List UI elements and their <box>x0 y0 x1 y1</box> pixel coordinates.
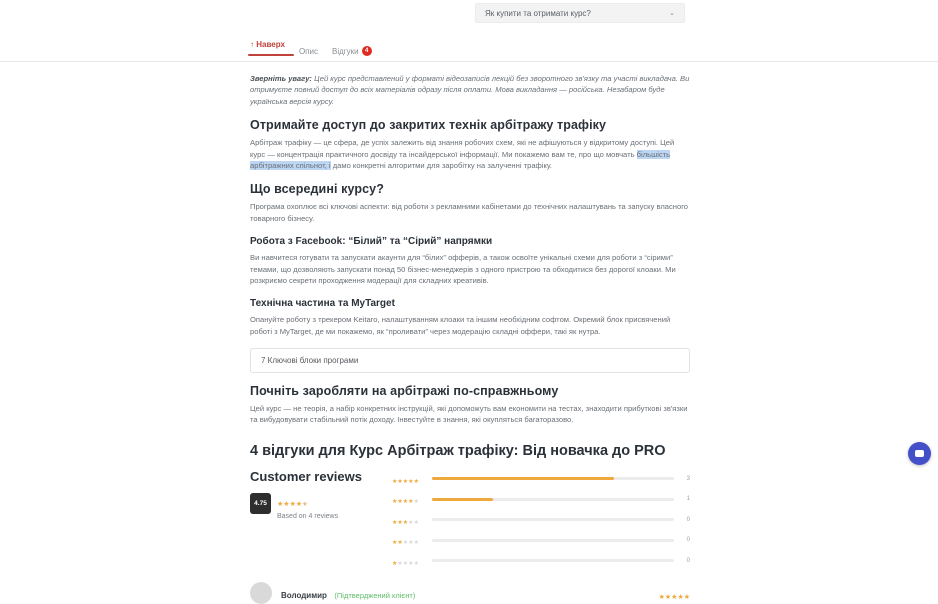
notice-lead: Зверніть увагу: <box>250 74 312 83</box>
tab-back-to-top-label: ↑ Наверх <box>250 40 285 49</box>
reviews-summary-left <box>250 469 378 569</box>
stars-2-icon: ★★★★★ <box>392 540 419 547</box>
tab-bar <box>250 40 372 62</box>
score-meta <box>277 493 338 520</box>
course-notice <box>250 73 690 107</box>
active-tab-underline <box>248 54 294 56</box>
stars-4-icon: ★★★★★ <box>392 499 419 506</box>
section-title-mytarget: Технічна частина та MyTarget <box>250 298 395 310</box>
tab-reviews-label: Відгуки <box>331 46 359 56</box>
reviews-summary <box>250 469 690 569</box>
score-row <box>250 493 378 520</box>
review-body <box>281 582 650 603</box>
stars-5-icon: ★★★★★ <box>392 478 419 485</box>
tab-description-label: Опис <box>298 46 318 56</box>
tabs-divider <box>0 61 938 62</box>
selected-text: більшість арбітражних спільнот, і <box>250 149 671 170</box>
tab-back-to-top[interactable] <box>250 40 285 62</box>
rating-count-4: 1 <box>686 496 690 503</box>
verified-customer-label: (Підтверджений клієнт) <box>334 590 416 600</box>
section-title-facebook: Робота з Facebook: “Білий” та “Сірий” напрямки <box>250 236 493 248</box>
review-item <box>250 582 690 604</box>
chevron-down-icon: ⌄ <box>669 10 675 17</box>
rating-count-3: 0 <box>686 516 690 523</box>
section-text-mytarget: Опануйте роботу з трекером Keitaro, налаштуванням клоаки та іншим необхідним софтом. Окремий блок присвячений роботі з MyTarget, де ми покажемо, як “проливати” через модерацію складні оффери, такі як нутра. <box>250 315 671 336</box>
program-blocks-accordion[interactable]: 7 Ключові блоки програми <box>250 348 690 373</box>
stars-3-icon: ★★★★★ <box>392 519 419 526</box>
dropdown-label: Як купити та отримати курс? <box>485 8 591 18</box>
rating-bar-1 <box>432 559 674 562</box>
how-to-buy-dropdown[interactable] <box>475 3 685 23</box>
review-stars: ★★★★★ <box>658 593 690 601</box>
rating-row-5 <box>392 471 690 487</box>
rating-row-4 <box>392 491 690 507</box>
rating-bar-5 <box>432 477 674 480</box>
chat-icon <box>915 450 924 457</box>
reviews-count-badge: 4 <box>362 46 372 56</box>
rating-bar-4 <box>432 498 674 501</box>
average-score-badge: 4.75 <box>250 493 271 514</box>
stars-1-icon: ★★★★★ <box>392 560 419 567</box>
rating-bar-2 <box>432 539 674 542</box>
reviewer-name: Володимир <box>281 590 327 600</box>
section-text-facebook: Ви навчитеся готувати та запускати акаунти для “білих” офферів, а також освоїте унікальні схеми для роботи з “сірими” темами, що дозволяють запускати понад 50 бізнес-менеджерів з одного пристрою та обходитися без дорогої клоаки. Ми розкриємо секрети проходження модерації для складних креативів. <box>250 253 676 285</box>
average-stars: ★★★★★ <box>277 500 309 508</box>
rating-count-5: 3 <box>686 475 690 482</box>
rating-distribution <box>392 469 690 569</box>
rating-count-2: 0 <box>686 537 690 544</box>
top-bar <box>0 0 938 30</box>
section-title-access: Отримайте доступ до закритих технік арбітражу трафіку <box>250 118 607 133</box>
rating-row-1 <box>392 553 690 569</box>
tab-reviews[interactable] <box>332 46 372 56</box>
course-description <box>250 68 690 604</box>
customer-reviews-title: Customer reviews <box>250 468 362 484</box>
based-on-label: Based on 4 reviews <box>277 512 339 520</box>
chat-widget-button[interactable] <box>908 442 931 465</box>
rating-bar-3 <box>432 518 674 521</box>
section-text-inside: Програма охоплює всі ключові аспекти: від роботи з рекламними кабінетами до технічних налаштувань та запуску власного товарного бізнесу. <box>250 202 689 223</box>
rating-row-3 <box>392 512 690 528</box>
s1-text-before: Арбітраж трафіку — це сфера, де успіх залежить від знання робочих схем, які не афішуються у відкритому доступі. Цей курс — концентрація практичного досвіду та інсайдерської інформації. Ми покажемо вам те, про що мовчать <box>250 138 675 159</box>
section-title-earn: Почніть заробляти на арбітражі по-справжньому <box>250 384 559 399</box>
s1-text-after: дамо конкретні алгоритми для заробітку на залученні трафіку. <box>330 160 553 170</box>
section-text-earn: Цей курс — не теорія, а набір конкретних інструкцій, які допоможуть вам економити на тестах, знаходити прибуткові зв'язки та вибудовувати стабільний потік доходу. Інвестуйте в знання, які окупляться багаторазово. <box>250 404 688 425</box>
section-text-access <box>250 137 690 171</box>
tab-description[interactable] <box>299 47 318 56</box>
section-title-inside: Що всередині курсу? <box>250 182 384 197</box>
rating-row-2 <box>392 532 690 548</box>
rating-count-1: 0 <box>686 557 690 564</box>
notice-text: Цей курс представлений у форматі відеозаписів лекцій без зворотного зв'язку та участі викладача. Ви отримуєте повний доступ до всіх матеріалів одразу після оплати. Мова викладання — російська. Незабаром буде українська версія курсу. <box>250 74 690 106</box>
avatar <box>250 582 272 604</box>
reviews-heading: 4 відгуки для Курс Арбітраж трафіку: Від новачка до PRO <box>250 442 666 459</box>
